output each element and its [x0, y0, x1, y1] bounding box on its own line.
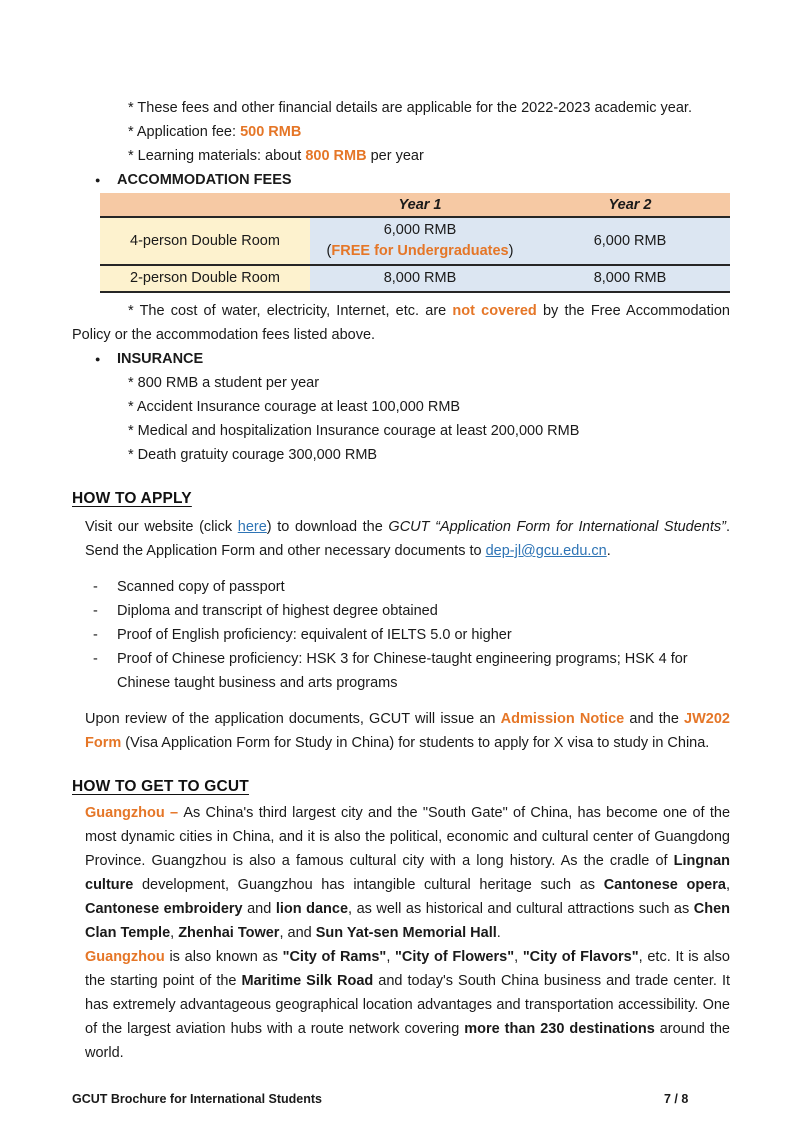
text-segment: Guangzhou [85, 949, 165, 965]
text-segment: JW202 Form [85, 711, 730, 751]
here-link[interactable]: here [237, 519, 267, 535]
required-documents-list [72, 575, 730, 695]
text-segment: , [514, 949, 523, 965]
text-segment: by the Free Accommodation Policy or the accommodation fees listed above. [72, 303, 730, 343]
how-to-apply-outro [72, 707, 730, 755]
page-content [72, 96, 730, 1065]
text-segment: , [386, 949, 396, 965]
table-header-room [100, 193, 310, 217]
text-segment: Admission Notice [500, 711, 625, 727]
fee-note-line [72, 96, 730, 120]
text-segment: "City of Flowers" [395, 949, 515, 965]
how-to-get-heading: HOW TO GET TO GCUT [72, 778, 249, 795]
insurance-heading [72, 347, 730, 371]
text-segment: As China's third largest city and the "South Gate" of China, has become one of the most dynamic cities in China, and it is also the political, economic and cultural center of Guangdong Province. Guangzhou is also a famous cultural city with a long history. As the cradle of [85, 805, 731, 869]
list-item [72, 575, 730, 599]
text-segment: * Learning materials: about [128, 148, 306, 164]
list-item-label: Scanned copy of passport [117, 579, 285, 595]
room-label-cell: 2-person Double Room [100, 265, 310, 292]
dash-bullet: - [93, 651, 98, 667]
table-header-row [100, 193, 730, 217]
text-segment: , [725, 877, 730, 893]
text-segment: , [170, 925, 179, 941]
text-segment: FREE for Undergraduates [331, 243, 509, 259]
text-segment: . Send the Application Form and other necessary documents to [85, 519, 731, 559]
insurance-item: * Death gratuity courage 300,000 RMB [128, 447, 378, 463]
text-segment: Zhenhai Tower [178, 925, 280, 941]
year2-fee-cell: 8,000 RMB [530, 265, 730, 292]
year1-fee-cell: 8,000 RMB [310, 265, 530, 292]
text-segment: development, Guangzhou has intangible cultural heritage such as [133, 877, 604, 893]
accommodation-fees-heading [72, 168, 730, 192]
dash-bullet: - [93, 603, 98, 619]
text-segment: (Visa Application Form for Study in China) for students to apply for X visa to study in China. [121, 735, 710, 751]
text-segment: * The cost of water, electricity, Internet, etc. are [128, 303, 453, 319]
table-header-year2: Year 2 [608, 196, 652, 213]
text-segment: Maritime Silk Road [241, 973, 374, 989]
page-footer [72, 1091, 730, 1107]
how-to-apply-heading: HOW TO APPLY [72, 490, 192, 507]
table-row [100, 265, 730, 292]
guangzhou-paragraph-1 [72, 801, 730, 945]
room-label-cell: 4-person Double Room [100, 217, 310, 265]
email-link[interactable]: dep-jl@gcu.edu.cn [485, 543, 607, 559]
text-segment: Cantonese embroidery [85, 901, 243, 917]
text-segment: Upon review of the application documents, GCUT will issue an [85, 711, 501, 727]
text-segment: * These fees and other financial details are applicable for the 2022-2023 academic year. [128, 100, 692, 116]
text-segment: 800 RMB [305, 148, 367, 164]
text-segment: is also known as [164, 949, 283, 965]
list-item-label: Diploma and transcript of highest degree obtained [117, 603, 438, 619]
text-segment: Lingnan culture [85, 853, 730, 893]
text-segment: 6,000 RMB [383, 222, 457, 238]
bullet-icon: ● [95, 354, 101, 364]
text-segment: more than 230 destinations [464, 1021, 655, 1037]
accommodation-note [72, 299, 730, 347]
list-item [72, 647, 730, 695]
insurance-item: * 800 RMB a student per year [128, 375, 320, 391]
year1-fee-cell [310, 217, 530, 265]
page-number: 7 / 8 [664, 1092, 689, 1106]
fee-line [310, 241, 530, 262]
footer-title: GCUT Brochure for International Students [72, 1092, 323, 1106]
list-item-label: Proof of Chinese proficiency: HSK 3 for Chinese-taught engineering programs; HSK 4 for Chinese taught business and arts programs [117, 651, 688, 691]
how-to-apply-intro [72, 515, 730, 563]
text-segment: and today's South China business and trade center. It has extremely advantageous geographical location advantages and transportation accessibility. One of the largest aviation hubs with a route network covering [85, 973, 731, 1037]
text-segment: . [606, 543, 611, 559]
text-segment: ) to download the [266, 519, 389, 535]
dash-bullet: - [93, 627, 98, 643]
insurance-item: * Medical and hospitalization Insurance courage at least 200,000 RMB [128, 423, 580, 439]
text-segment: "City of Rams" [282, 949, 387, 965]
text-segment: "City of Flavors" [522, 949, 639, 965]
text-segment: Guangzhou – [85, 805, 184, 821]
bullet-icon: ● [95, 175, 101, 185]
text-segment: Visit our website (click [85, 519, 238, 535]
table-row [100, 217, 730, 265]
list-item [72, 599, 730, 623]
text-segment: ) [508, 243, 514, 259]
insurance-heading-label: INSURANCE [117, 351, 204, 367]
fee-line [310, 220, 530, 241]
text-segment: Sun Yat-sen Memorial Hall [315, 925, 497, 941]
text-segment: and [242, 901, 276, 917]
text-segment: per year [366, 148, 424, 164]
text-segment: and the [624, 711, 685, 727]
table-header-year1: Year 1 [398, 196, 442, 213]
year2-fee-cell: 6,000 RMB [530, 217, 730, 265]
text-segment: , and [279, 925, 316, 941]
text-segment: Chen Clan Temple [85, 901, 730, 941]
fee-note-line [72, 120, 730, 144]
text-segment: , etc. It is also the starting point of the [85, 949, 730, 989]
insurance-item: * Accident Insurance courage at least 100,000 RMB [128, 399, 461, 415]
text-segment: around the world. [85, 1021, 730, 1061]
accommodation-fees-heading-label: ACCOMMODATION FEES [117, 172, 292, 188]
guangzhou-paragraph-2 [72, 945, 730, 1065]
dash-bullet: - [93, 579, 98, 595]
text-segment: Cantonese opera [603, 877, 726, 893]
text-segment: 500 RMB [240, 124, 302, 140]
list-item-label: Proof of English proficiency: equivalent of IELTS 5.0 or higher [117, 627, 512, 643]
text-segment: GCUT “Application Form for International Students” [388, 519, 726, 535]
fee-note-line [72, 144, 730, 168]
list-item [72, 623, 730, 647]
text-segment: . [496, 925, 501, 941]
text-segment: * Application fee: [128, 124, 241, 140]
text-segment: lion dance [275, 901, 349, 917]
text-segment: , as well as historical and cultural attractions such as [348, 901, 694, 917]
text-segment: not covered [452, 303, 537, 319]
text-segment: ( [326, 243, 332, 259]
accommodation-fees-table [100, 193, 730, 293]
